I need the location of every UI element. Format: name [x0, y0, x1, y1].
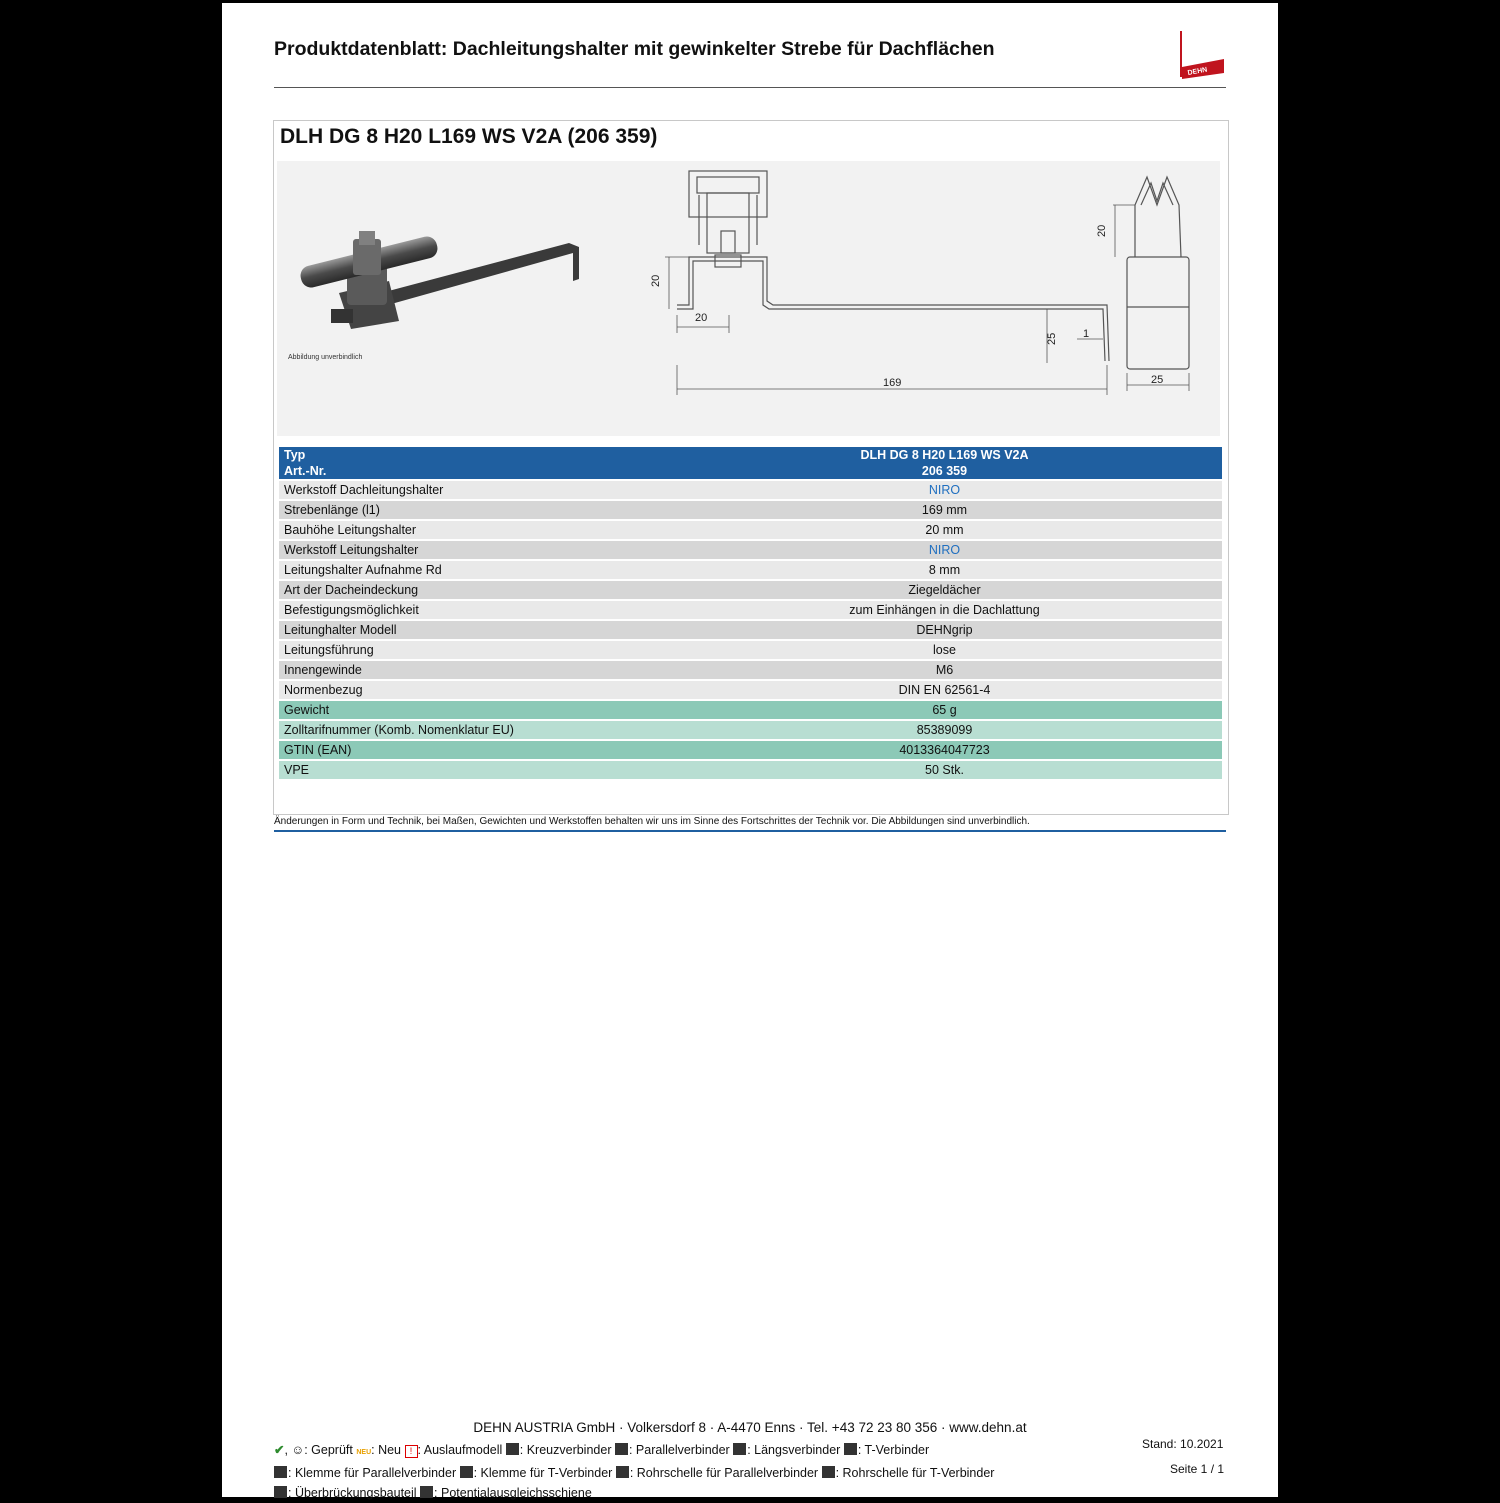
spec-row	[279, 641, 1222, 659]
product-photo	[289, 201, 589, 401]
title-divider	[274, 87, 1226, 88]
dim-height-body: 20	[650, 274, 662, 287]
pipe-clamp-parallel-icon	[616, 1466, 629, 1478]
spec-value: 8 mm	[667, 561, 1222, 579]
spec-row	[279, 761, 1222, 779]
legend-neu: : Neu	[371, 1443, 402, 1457]
spec-row	[279, 561, 1222, 579]
legend-kreuz: : Kreuzverbinder	[519, 1443, 612, 1457]
legend-auslauf: : Auslaufmodell	[417, 1443, 503, 1457]
dim-height-clamp: 20	[1096, 224, 1108, 237]
spec-label: VPE	[279, 761, 667, 779]
clamp-parallel-icon	[274, 1466, 287, 1478]
technical-drawing	[637, 165, 1197, 405]
legend-klemme-parallel: : Klemme für Parallelverbinder	[288, 1466, 457, 1480]
spec-row	[279, 501, 1222, 519]
type-value: DLH DG 8 H20 L169 WS V2A	[860, 448, 1029, 462]
legend-t: : T-Verbinder	[857, 1443, 930, 1457]
spec-value: NIRO	[667, 481, 1222, 499]
spec-label: Art der Dacheindeckung	[279, 581, 667, 599]
stand-date: Stand: 10.2021	[1142, 1437, 1224, 1451]
figure-area	[277, 161, 1220, 436]
t-connector-icon	[844, 1443, 857, 1455]
new-icon: NEU	[356, 1449, 372, 1456]
spec-label: Werkstoff Leitungshalter	[279, 541, 667, 559]
spec-label: Innengewinde	[279, 661, 667, 679]
discontinued-icon: !	[405, 1445, 418, 1458]
spec-label: Befestigungsmöglichkeit	[279, 601, 667, 619]
type-label: Typ	[284, 448, 306, 462]
longitudinal-connector-icon	[733, 1443, 746, 1455]
dim-length: 169	[883, 377, 902, 389]
disclaimer: Änderungen in Form und Technik, bei Maßen, Gewichten und Werkstoffen behalten wir uns im Sinne des Fortschrittes der Technik vor. Die Abbildungen sind unverbindlich.	[274, 816, 1030, 827]
spec-value: zum Einhängen in die Dachlattung	[667, 601, 1222, 619]
logo-text: DEHN	[1187, 66, 1208, 77]
cross-connector-icon	[506, 1443, 519, 1455]
spec-row	[279, 601, 1222, 619]
check-icon: ✔	[274, 1443, 285, 1457]
spec-label: Gewicht	[279, 701, 667, 719]
spec-row	[279, 701, 1222, 719]
dim-hook-depth: 25	[1046, 332, 1058, 345]
spec-label: Leitunghalter Modell	[279, 621, 667, 639]
spec-value: 50 Stk.	[667, 761, 1222, 779]
spec-label: Bauhöhe Leitungshalter	[279, 521, 667, 539]
legend-rohr-t: : Rohrschelle für T-Verbinder	[835, 1466, 995, 1480]
legend-klemme-t: : Klemme für T-Verbinder	[473, 1466, 613, 1480]
legend-parallel: : Parallelverbinder	[628, 1443, 730, 1457]
dim-thickness: 1	[1083, 328, 1090, 340]
spec-label: Strebenlänge (l1)	[279, 501, 667, 519]
spec-row	[279, 721, 1222, 739]
spec-row	[279, 521, 1222, 539]
spec-label: Normenbezug	[279, 681, 667, 699]
legend-laengs: : Längsverbinder	[747, 1443, 841, 1457]
page-number: Seite 1 / 1	[1170, 1462, 1225, 1476]
spec-label: GTIN (EAN)	[279, 741, 667, 759]
parallel-connector-icon	[615, 1443, 628, 1455]
spec-row	[279, 621, 1222, 639]
legend-ueberbrueckung: : Überbrückungsbauteil	[288, 1486, 417, 1500]
legend-potential: : Potentialausgleichsschiene	[434, 1486, 592, 1500]
spec-value: 85389099	[667, 721, 1222, 739]
datasheet-page	[222, 3, 1278, 1500]
spec-value: Ziegeldächer	[667, 581, 1222, 599]
clamp-t-icon	[460, 1466, 473, 1478]
spec-row	[279, 681, 1222, 699]
dim-width-base: 20	[695, 312, 708, 324]
spec-value: M6	[667, 661, 1222, 679]
dim-width-side: 25	[1151, 374, 1164, 386]
spec-value: 169 mm	[667, 501, 1222, 519]
legend-geprueft: : Geprüft	[304, 1443, 353, 1457]
spec-label: Zolltarifnummer (Komb. Nomenklatur EU)	[279, 721, 667, 739]
spec-row	[279, 541, 1222, 559]
spec-row	[279, 481, 1222, 499]
spec-header-value	[667, 447, 1222, 479]
spec-row	[279, 661, 1222, 679]
footer-company: DEHN AUSTRIA GmbH · Volkersdorf 8 · A-4470 Enns · Tel. +43 72 23 80 356 · www.dehn.at	[473, 1420, 1027, 1435]
spec-table	[279, 445, 1222, 781]
spec-value: DEHNgrip	[667, 621, 1222, 639]
bridging-component-icon	[274, 1486, 287, 1498]
spec-label: Werkstoff Dachleitungshalter	[279, 481, 667, 499]
legend	[274, 1440, 1094, 1503]
certified-icon: ☺	[291, 1443, 305, 1457]
spec-label: Leitungsführung	[279, 641, 667, 659]
spec-header-label	[279, 447, 667, 479]
pipe-clamp-t-icon	[822, 1466, 835, 1478]
spec-value: 4013364047723	[667, 741, 1222, 759]
spec-value: NIRO	[667, 541, 1222, 559]
spec-label: Leitungshalter Aufnahme Rd	[279, 561, 667, 579]
product-name: DLH DG 8 H20 L169 WS V2A (206 359)	[280, 125, 658, 148]
spec-value: DIN EN 62561-4	[667, 681, 1222, 699]
spec-value: 65 g	[667, 701, 1222, 719]
artnr-label: Art.-Nr.	[284, 464, 327, 478]
spec-row	[279, 581, 1222, 599]
spec-value: lose	[667, 641, 1222, 659]
dehn-logo	[1178, 29, 1226, 81]
spec-value: 20 mm	[667, 521, 1222, 539]
artnr-value: 206 359	[921, 464, 968, 478]
disclaimer-divider	[274, 830, 1226, 832]
legend-rohr-parallel: : Rohrschelle für Parallelverbinder	[629, 1466, 819, 1480]
page-title: Produktdatenblatt: Dachleitungshalter mit gewinkelter Strebe für Dachflächen	[274, 38, 995, 60]
equipotential-bar-icon	[420, 1486, 433, 1498]
photo-caption: Abbildung unverbindlich	[288, 354, 363, 361]
spec-row	[279, 741, 1222, 759]
legend-sep: ,	[284, 1443, 288, 1457]
